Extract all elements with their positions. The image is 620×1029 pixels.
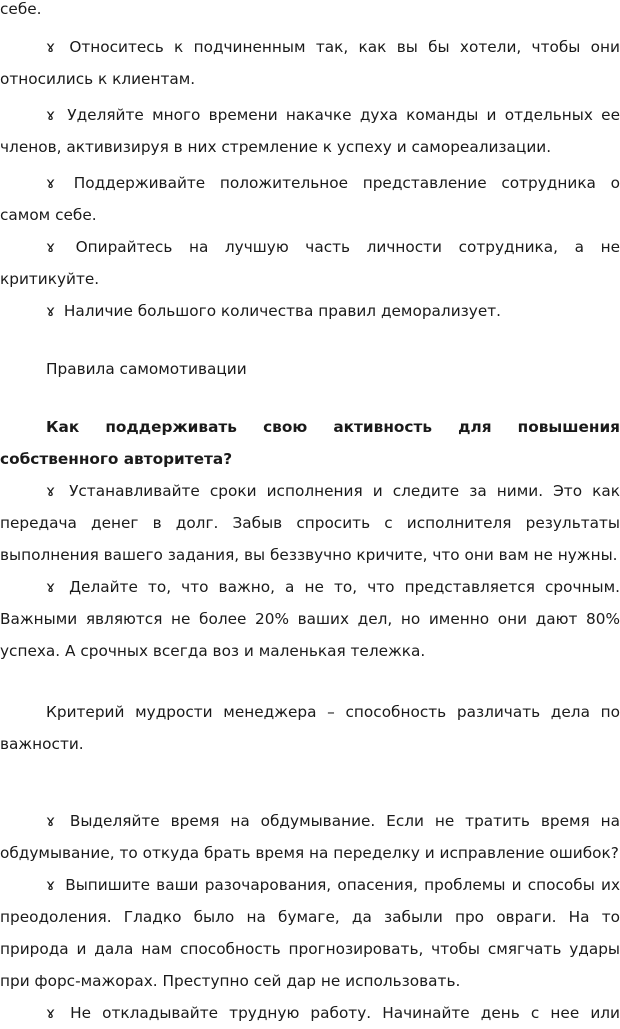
bullet-item bbox=[0, 167, 620, 231]
bullet-text: Не откладывайте трудную работу. Начинайте день с нее или bbox=[70, 1004, 620, 1022]
bullet-icon: ɤ bbox=[46, 302, 56, 320]
bullet-item bbox=[0, 231, 620, 295]
bullet-text: Устанавливайте сроки исполнения и следите за ними. Это как передача денег в долг. Забыв спросить с исполнителя результаты выполнения вашего задания, вы беззвучно кричите, что они вам не нужны. bbox=[0, 482, 620, 564]
bullet-item bbox=[0, 805, 620, 869]
bullet-item bbox=[0, 31, 620, 95]
bullet-icon: ɤ bbox=[46, 812, 56, 830]
bullet-text: Выпишите ваши разочарования, опасения, проблемы и способы их преодоления. Гладко было на бумаге, да забыли про овраги. На то природа и дала нам способность прогнозировать, чтобы смягчать удары при форс-мажорах. Преступно сей дар не использовать. bbox=[0, 876, 620, 990]
paragraph: Критерий мудрости менеджера – способность различать дела по важности. bbox=[0, 703, 620, 753]
bullet-item bbox=[0, 869, 620, 997]
bullet-item bbox=[0, 99, 620, 163]
bullet-text: Опирайтесь на лучшую часть личности сотрудника, а не критикуйте. bbox=[0, 238, 620, 288]
bullet-text: Делайте то, что важно, а не то, что представляется срочным. Важными являются не более 20% ваших дел, но именно они дают 80% успеха. А срочных всегда воз и маленькая тележка. bbox=[0, 578, 620, 660]
bullet-icon: ɤ bbox=[46, 1004, 56, 1022]
bullet-icon: ɤ bbox=[46, 876, 56, 894]
bullet-text: Уделяйте много времени накачке духа команды и отдельных ее членов, активизируя в них стремление к успеху и самореализации. bbox=[0, 106, 620, 156]
paragraph-continuation: себе. bbox=[0, 0, 42, 18]
bullet-text: Выделяйте время на обдумывание. Если не тратить время на обдумывание, то откуда брать время на переделку и исправление ошибок? bbox=[0, 812, 620, 862]
bullet-icon: ɤ bbox=[46, 238, 56, 256]
section-heading: Правила самомотивации bbox=[46, 360, 247, 378]
bullet-text: Поддерживайте положительное представление сотрудника о самом себе. bbox=[0, 174, 620, 224]
bullet-item bbox=[0, 997, 620, 1029]
bullet-item bbox=[0, 571, 620, 667]
bullet-icon: ɤ bbox=[46, 482, 56, 500]
bullet-icon: ɤ bbox=[46, 174, 56, 192]
bullet-item bbox=[0, 475, 620, 571]
bullet-icon: ɤ bbox=[46, 38, 56, 56]
bullet-item bbox=[0, 295, 620, 327]
bullet-text: Наличие большого количества правил деморализует. bbox=[63, 302, 502, 320]
bullet-text: Относитесь к подчиненным так, как вы бы хотели, чтобы они относились к клиентам. bbox=[0, 38, 620, 88]
bullet-icon: ɤ bbox=[46, 106, 56, 124]
bold-heading: Как поддерживать свою активность для повышения собственного авторитета? bbox=[0, 418, 620, 468]
bullet-icon: ɤ bbox=[46, 578, 56, 596]
